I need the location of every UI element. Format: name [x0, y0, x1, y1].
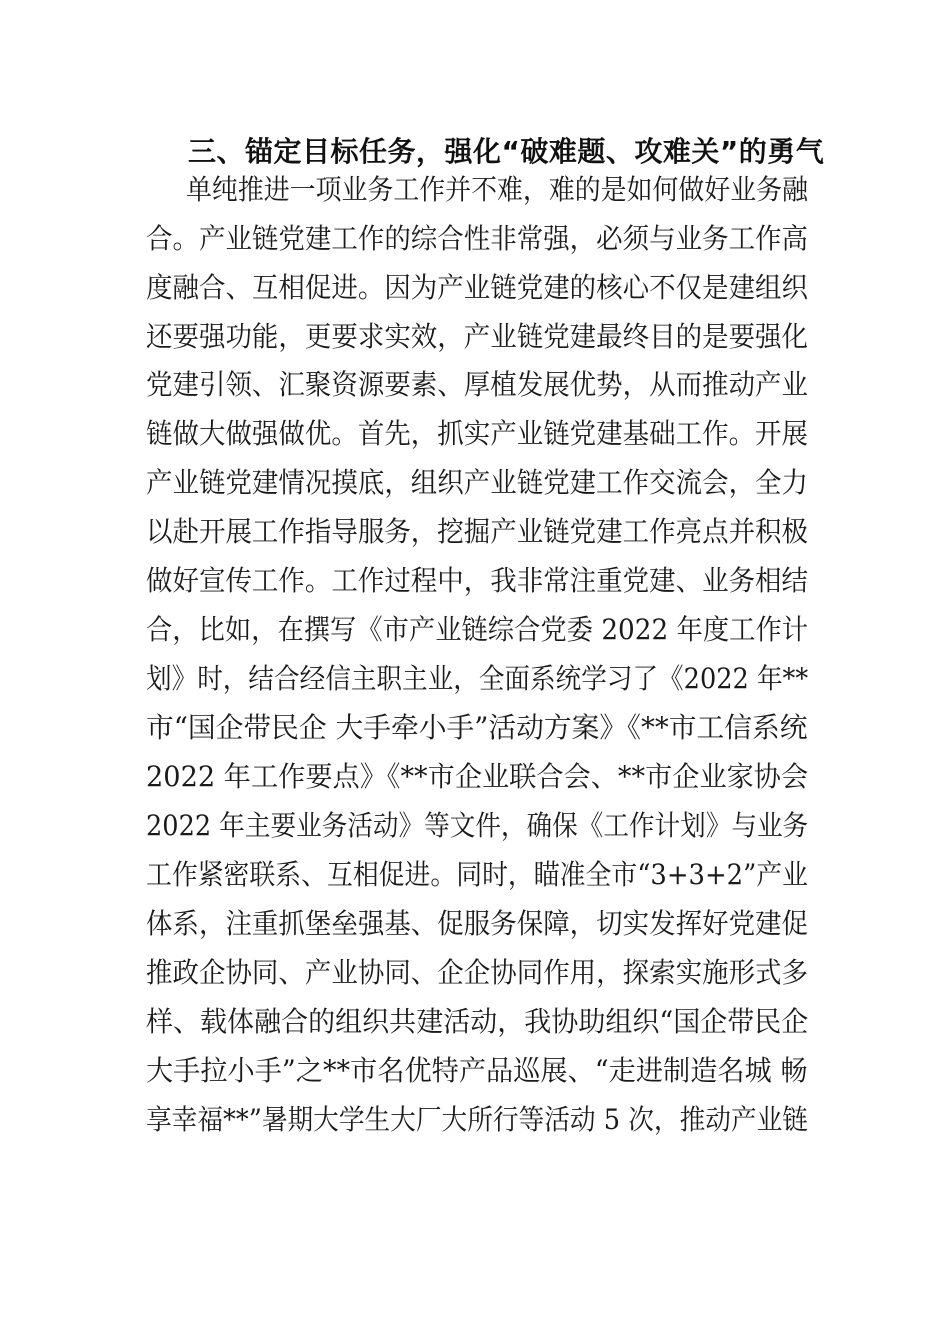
- section-heading: 三、锚定目标任务，强化“破难题、攻难关”的勇气: [188, 135, 825, 168]
- paragraph-line: 享幸福**”暑期大学生大厂大所行等活动 5 次，推动产业链: [146, 1103, 808, 1136]
- paragraph-line: 度融合、互相促进。因为产业链党建的核心不仅是建组织: [146, 271, 809, 304]
- paragraph-line: 市“国企带民企 大手牵小手”活动方案》《**市工信系统: [146, 711, 808, 744]
- paragraph-line: 单纯推进一项业务工作并不难，难的是如何做好业务融: [186, 173, 809, 206]
- paragraph-line: 划》时，结合经信主职主业，全面系统学习了《2022 年**: [146, 662, 809, 695]
- paragraph-line: 链做大做强做优。首先，抓实产业链党建基础工作。开展: [146, 417, 809, 450]
- paragraph-line: 大手拉小手”之**市名优特产品巡展、“走进制造名城 畅: [146, 1054, 808, 1087]
- paragraph-line: 还要强功能，更要求实效，产业链党建最终目的是要强化: [146, 320, 809, 353]
- paragraph-line: 合，比如，在撰写《市产业链综合党委 2022 年度工作计: [146, 613, 809, 646]
- paragraph-line: 以赴开展工作指导服务，挖掘产业链党建工作亮点并积极: [146, 515, 809, 548]
- paragraph-line: 2022 年主要业务活动》等文件，确保《工作计划》与业务: [146, 809, 809, 842]
- paragraph-line: 工作紧密联系、互相促进。同时，瞄准全市“3+3+2”产业: [146, 858, 808, 891]
- paragraph-line: 推政企协同、产业协同、企企协同作用，探索实施形式多: [146, 956, 809, 989]
- paragraph-line: 2022 年工作要点》《**市企业联合会、**市企业家协会: [146, 760, 809, 793]
- paragraph-line: 党建引领、汇聚资源要素、厚植发展优势，从而推动产业: [146, 368, 809, 401]
- paragraph-line: 合。产业链党建工作的综合性非常强，必须与业务工作高: [146, 222, 809, 255]
- paragraph-line: 做好宣传工作。工作过程中，我非常注重党建、业务相结: [146, 564, 809, 597]
- paragraph-line: 体系，注重抓堡垒强基、促服务保障，切实发挥好党建促: [146, 907, 809, 940]
- paragraph-line: 样、载体融合的组织共建活动，我协助组织“国企带民企: [146, 1005, 809, 1038]
- paragraph-line: 产业链党建情况摸底，组织产业链党建工作交流会，全力: [146, 466, 809, 499]
